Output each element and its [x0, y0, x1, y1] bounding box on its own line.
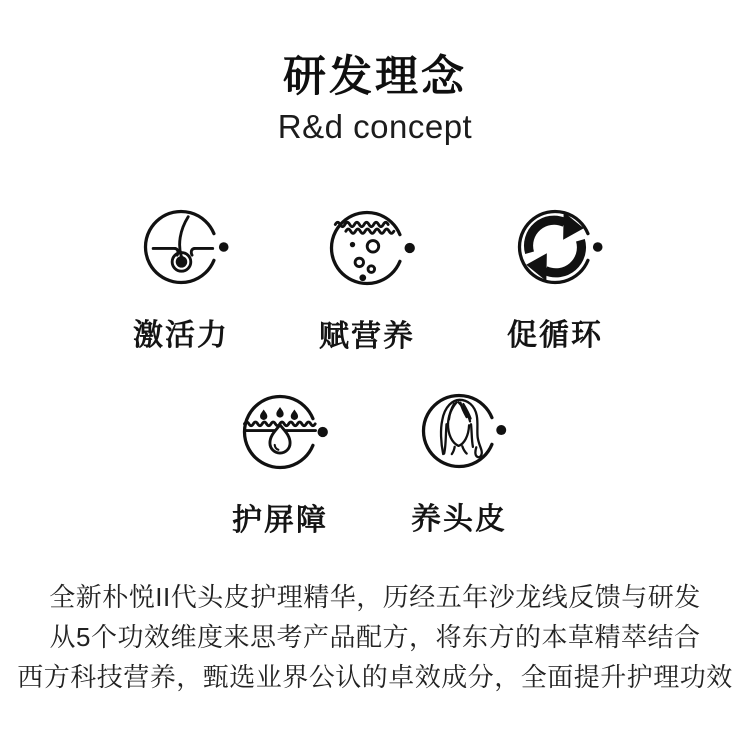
page-subtitle: R&d concept: [277, 108, 473, 146]
feature-item-barrier: [210, 384, 350, 539]
description: [0, 577, 750, 697]
hair-follicle-icon: [133, 199, 229, 295]
nutrition-bubbles-icon: [319, 200, 415, 296]
description-line: 西方科技营养，甄选业界公认的卓效成分，全面提升护理功效: [17, 662, 733, 692]
description-line: 全新朴悦II代头皮护理精华，历经五年沙龙线反馈与研发: [49, 582, 701, 612]
feature-item-circulation: [485, 199, 625, 354]
moisture-barrier-icon: [232, 384, 328, 480]
header: [0, 55, 750, 145]
feature-label: 赋营养: [319, 320, 415, 353]
cycle-arrows-icon: [507, 199, 603, 295]
woman-hair-icon: [411, 383, 507, 479]
feature-label: 激活力: [133, 319, 229, 352]
page-title: 研发理念: [283, 53, 467, 101]
feature-label: 促循环: [507, 319, 603, 352]
feature-item-activate: [111, 199, 251, 354]
feature-item-nourish: [297, 200, 437, 355]
feature-item-scalp: [389, 383, 529, 538]
feature-label: 护屏障: [232, 504, 328, 537]
description-line: 从5个功效维度来思考产品配方，将东方的本草精萃结合: [49, 622, 701, 652]
feature-label: 养头皮: [411, 503, 507, 536]
